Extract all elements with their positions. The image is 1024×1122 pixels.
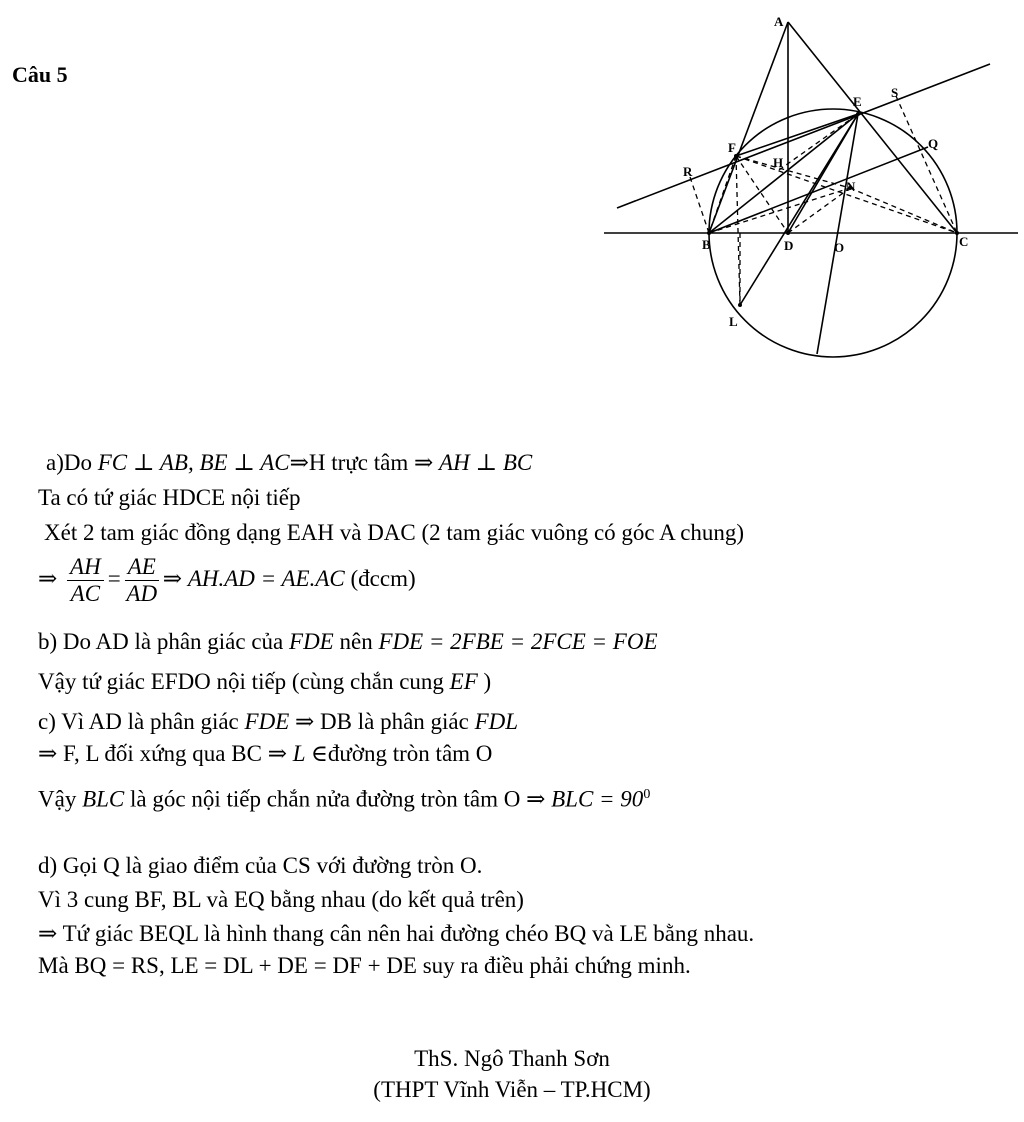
fraction-1-numerator: AH	[67, 554, 104, 581]
fraction-2-numerator: AE	[125, 554, 159, 581]
fraction-2-denominator: AD	[126, 581, 158, 607]
segment-le	[740, 114, 858, 305]
label-l: L	[729, 314, 738, 329]
label-o: O	[834, 240, 845, 255]
part-c-l2-text-2: đường tròn tâm O	[327, 741, 493, 766]
fraction-1-denominator: AC	[70, 581, 101, 607]
part-a-arrow-2: ⇒	[414, 450, 434, 475]
part-c-math-1: FDE	[244, 709, 290, 734]
part-a-math-1: FC ⊥ AB, BE ⊥ AC	[97, 450, 290, 475]
part-a-prefix: a)Do	[46, 450, 92, 475]
part-c-math-2: FDL	[474, 709, 519, 734]
part-d-arrow: ⇒	[38, 921, 58, 946]
label-e: E	[853, 94, 862, 109]
part-c-l2-math: L ∈	[292, 741, 328, 766]
part-c-l3-prefix: Vậy	[38, 786, 77, 812]
part-b-l2-math: EF	[449, 669, 478, 694]
part-a-line-4	[38, 551, 416, 607]
part-a-l4-math: AH.AD = AE.AC	[187, 566, 345, 591]
label-c: C	[959, 234, 969, 249]
label-f: F	[728, 140, 736, 155]
dashed-bn	[709, 188, 850, 233]
part-b-l2-suffix: )	[483, 669, 492, 694]
label-n: N	[846, 179, 856, 194]
part-b-line-2	[38, 668, 491, 696]
part-b-math-1: FDE	[289, 629, 334, 654]
part-d-line-1: d) Gọi Q là giao điểm của CS với đường tròn O.	[38, 853, 483, 878]
part-a-math-2: AH ⊥ BC	[439, 450, 533, 475]
part-c-l3-math-2: BLC = 90	[551, 786, 644, 812]
dashed-nc	[850, 188, 957, 233]
part-a-arrow-1: ⇒	[289, 450, 309, 475]
degree-superscript: 0	[643, 787, 651, 802]
part-c-l3-math-1: BLC	[82, 786, 125, 812]
dashed-fn	[736, 156, 850, 188]
part-c-l2-arrow-2: ⇒	[267, 741, 287, 766]
author-name: ThS. Ngô Thanh Sơn	[414, 1046, 610, 1071]
part-c-line-1	[38, 708, 518, 736]
segment-fe	[736, 114, 858, 156]
part-a-l4-arrow-2: ⇒	[162, 566, 183, 591]
part-b-l2-prefix: Vậy tứ giác EFDO nội tiếp (cùng chắn cung	[38, 669, 444, 694]
part-c-l2-arrow-1: ⇒	[38, 741, 58, 766]
part-b-prefix: b) Do AD là phân giác của	[38, 629, 284, 654]
fraction-ah-ac	[67, 554, 104, 607]
dashed-sc	[896, 96, 957, 233]
part-c-l3-mid: là góc nội tiếp chắn nửa đường tròn tâm O	[130, 786, 521, 812]
side-ac	[788, 22, 957, 233]
part-c-l3-arrow: ⇒	[526, 786, 546, 812]
fraction-ae-ad	[125, 554, 159, 607]
dashed-fl	[736, 156, 740, 305]
label-q: Q	[928, 136, 939, 151]
dashed-rb	[690, 177, 709, 233]
part-a-line-2: Ta có tứ giác HDCE nội tiếp	[38, 485, 301, 510]
part-d-line-2: Vì 3 cung BF, BL và EQ bằng nhau (do kết quả trên)	[38, 887, 524, 912]
question-heading: Câu 5	[12, 62, 68, 87]
part-d-line-4: Mà BQ = RS, LE = DL + DE = DF + DE suy ra điều phải chứng minh.	[38, 953, 691, 978]
part-a-l4-equals: =	[107, 566, 121, 591]
dashed-he	[779, 114, 858, 170]
part-a-line-3: Xét 2 tam giác đồng dạng EAH và DAC (2 tam giác vuông có góc A chung)	[44, 520, 745, 545]
label-h: H	[773, 155, 784, 170]
author-school: (THPT Vĩnh Viễn – TP.HCM)	[373, 1077, 651, 1102]
label-d: D	[784, 238, 794, 253]
label-s: S	[891, 85, 899, 100]
part-c-l2-text-1: F, L đối xứng qua BC	[63, 741, 262, 766]
part-b-line-1	[38, 628, 658, 656]
dashed-fc	[736, 156, 957, 233]
part-c-arrow: ⇒	[295, 709, 315, 734]
part-c-line-3	[38, 781, 650, 814]
label-a: A	[774, 14, 784, 29]
part-a-text: H trực tâm	[308, 450, 409, 475]
part-a-line-1	[46, 449, 532, 477]
part-a-l4-text: (đccm)	[350, 566, 416, 591]
dashed-dn	[788, 188, 850, 233]
label-r: R	[683, 164, 693, 179]
part-c-prefix: c) Vì AD là phân giác	[38, 709, 239, 734]
part-d-line-3	[38, 920, 754, 948]
label-b: B	[702, 237, 711, 252]
part-c-line-2	[38, 740, 492, 768]
part-c-mid: DB là phân giác	[320, 709, 469, 734]
part-d-l3-text: Tứ giác BEQL là hình thang cân nên hai đường chéo BQ và LE bằng nhau.	[62, 921, 755, 946]
part-a-l4-arrow-1: ⇒	[38, 566, 58, 591]
part-b-mid: nên	[339, 629, 373, 654]
geometry-figure	[600, 10, 1024, 370]
part-b-math-2: FDE = 2FBE = 2FCE = FOE	[378, 629, 658, 654]
